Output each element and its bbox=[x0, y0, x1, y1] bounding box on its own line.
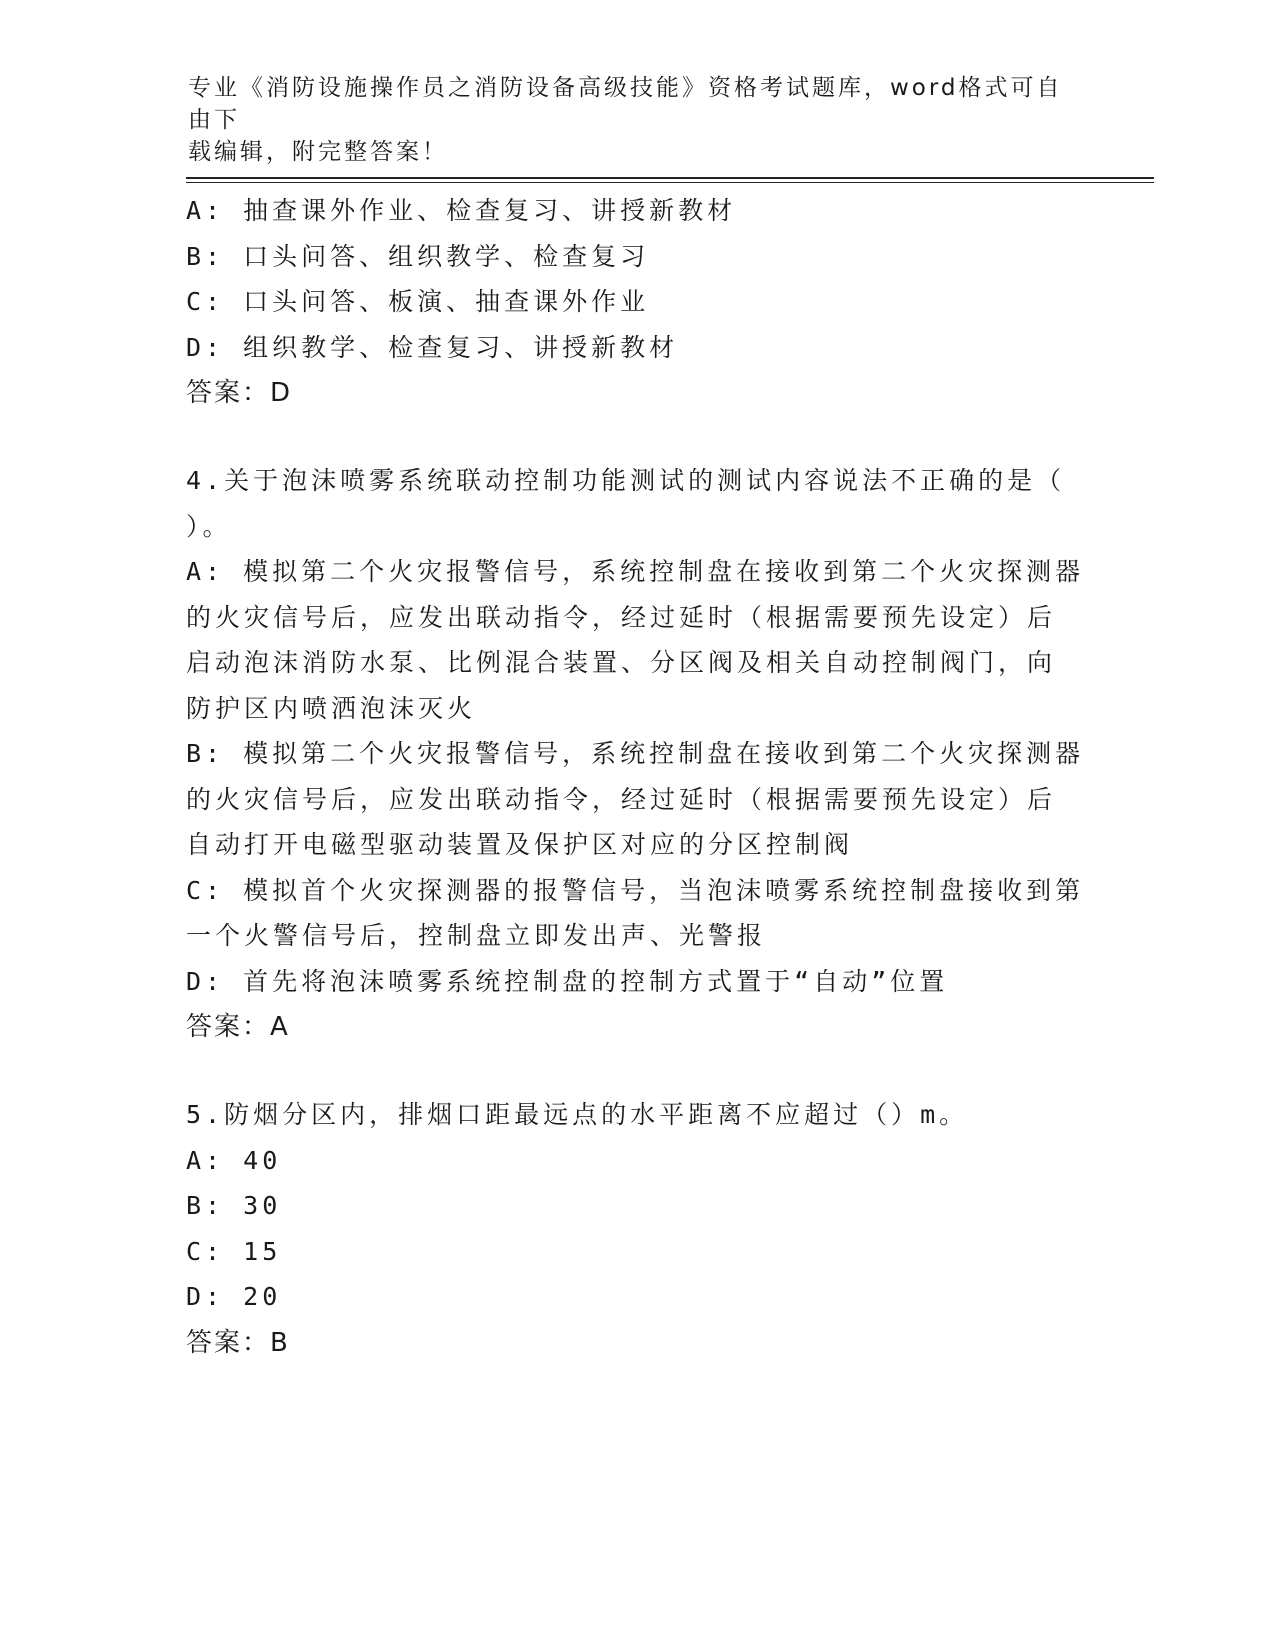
q3-option-d: D: 组织教学、检查复习、讲授新教材 bbox=[186, 332, 679, 362]
q4-option-c-line-2: 一个火警信号后，控制盘立即发出声、光警报 bbox=[186, 921, 767, 950]
q3-option-a: A: 抽查课外作业、检查复习、讲授新教材 bbox=[186, 196, 737, 225]
question-content bbox=[186, 188, 1086, 1366]
document-header bbox=[188, 72, 1068, 168]
q3-option-b: B: 口头问答、组织教学、检查复习 bbox=[186, 241, 650, 271]
q4-option-a-line-3: 启动泡沫消防水泵、比例混合装置、分区阀及相关自动控制阀门，向 bbox=[186, 648, 1057, 677]
q4-option-a-line-4: 防护区内喷洒泡沫灭火 bbox=[186, 693, 477, 723]
q5-option-c: C: 15 bbox=[186, 1236, 282, 1266]
header-divider-thick bbox=[186, 177, 1154, 179]
question-4 bbox=[186, 458, 1086, 1050]
spacer bbox=[186, 416, 1086, 458]
q4-option-a-line-1: A: 模拟第二个火灾报警信号，系统控制盘在接收到第二个火灾探测器 bbox=[186, 557, 1085, 586]
q5-answer: 答案：B bbox=[186, 1327, 290, 1358]
q4-option-a-line-2: 的火灾信号后，应发出联动指令，经过延时（根据需要预先设定）后 bbox=[186, 602, 1057, 632]
header-line-2: 载编辑，附完整答案！ bbox=[188, 139, 448, 165]
q3-answer: 答案：D bbox=[186, 378, 293, 408]
q5-option-a: A: 40 bbox=[186, 1145, 282, 1175]
header-line-1: 专业《消防设施操作员之消防设备高级技能》资格考试题库，word格式可自由下 bbox=[188, 75, 1063, 133]
q4-option-b-line-3: 自动打开电磁型驱动装置及保护区对应的分区控制阀 bbox=[186, 830, 854, 859]
question-5 bbox=[186, 1092, 1086, 1366]
q4-stem-line-1: 4.关于泡沫喷雾系统联动控制功能测试的测试内容说法不正确的是（ bbox=[186, 466, 1066, 495]
q4-option-d-line-1: D: 首先将泡沫喷雾系统控制盘的控制方式置于“自动”位置 bbox=[186, 966, 949, 996]
question-3 bbox=[186, 188, 1086, 416]
q4-option-b-line-2: 的火灾信号后，应发出联动指令，经过延时（根据需要预先设定）后 bbox=[186, 784, 1057, 814]
q3-option-c: C: 口头问答、板演、抽查课外作业 bbox=[186, 287, 650, 316]
q5-stem: 5.防烟分区内，排烟口距最远点的水平距离不应超过（）m。 bbox=[186, 1100, 969, 1129]
spacer bbox=[186, 1050, 1086, 1092]
q4-stem-line-2: ）。 bbox=[186, 511, 232, 541]
q4-answer: 答案：A bbox=[186, 1012, 290, 1042]
q5-option-b: B: 30 bbox=[186, 1191, 282, 1220]
q5-option-d: D: 20 bbox=[186, 1282, 282, 1311]
q4-option-b-line-1: B: 模拟第二个火灾报警信号，系统控制盘在接收到第二个火灾探测器 bbox=[186, 739, 1085, 768]
header-divider-thin bbox=[186, 182, 1154, 183]
q4-option-c-line-1: C: 模拟首个火灾探测器的报警信号，当泡沫喷雾系统控制盘接收到第 bbox=[186, 875, 1085, 905]
